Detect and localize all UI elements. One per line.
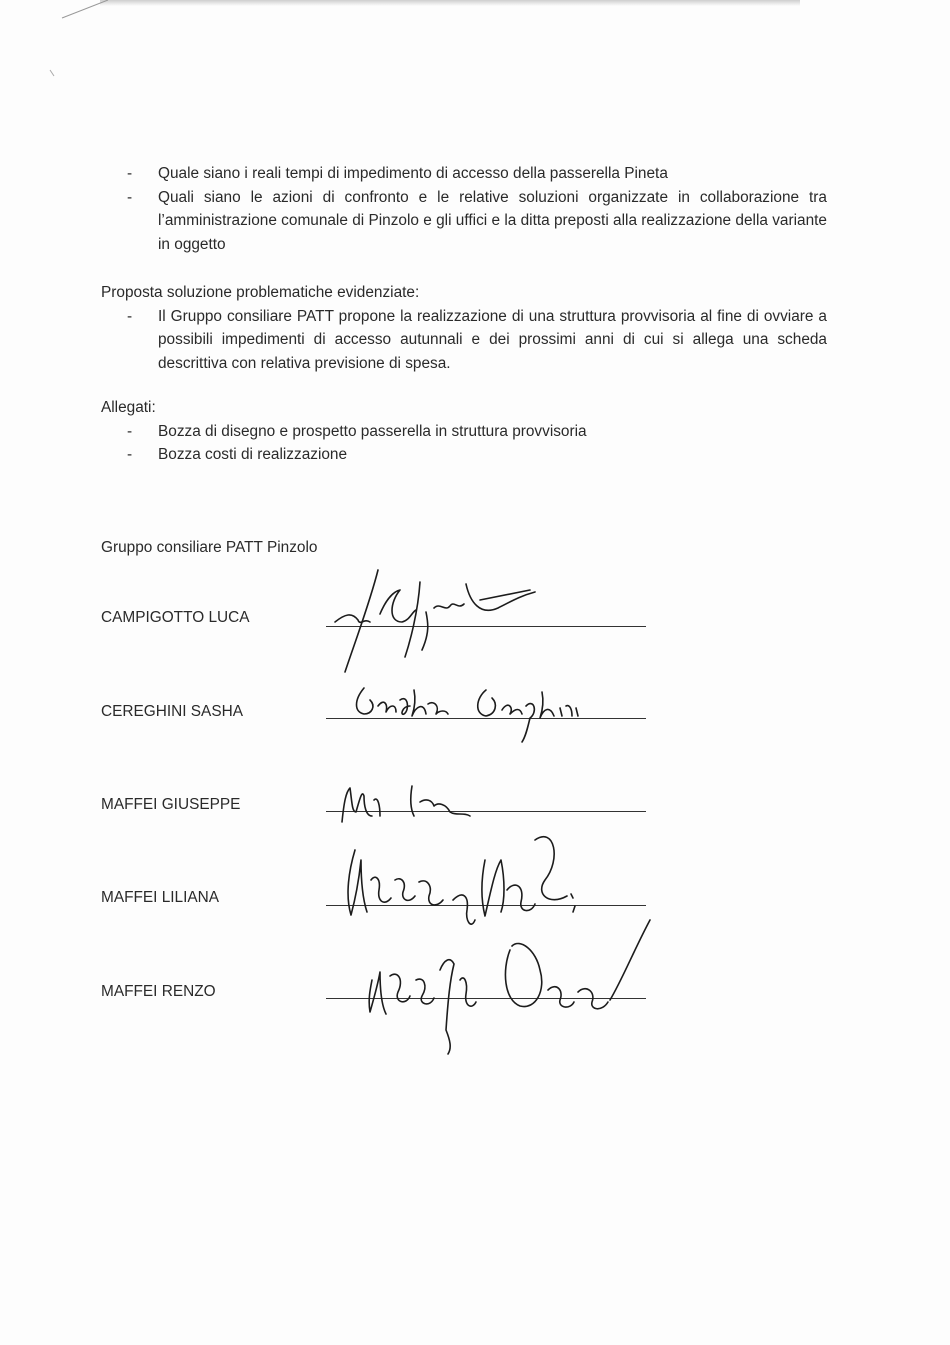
signatory-name: CAMPIGOTTO LUCA bbox=[101, 609, 250, 626]
signature-campigotto bbox=[330, 562, 560, 682]
list-item: - Quale siano i reali tempi di impedimento di accesso della passerella Pineta bbox=[101, 162, 827, 186]
proposal-heading: Proposta soluzione problematiche evidenziate: bbox=[101, 284, 420, 301]
attachments-heading: Allegati: bbox=[101, 399, 156, 416]
attachments-list bbox=[101, 420, 827, 467]
signature-maffei-renzo bbox=[360, 910, 660, 1060]
list-item: - Bozza di disegno e prospetto passerella in struttura provvisoria bbox=[101, 420, 827, 444]
list-item: - Bozza costi di realizzazione bbox=[101, 443, 827, 467]
objections-section bbox=[101, 162, 827, 256]
proposal-section bbox=[101, 281, 827, 375]
signatory-name: MAFFEI RENZO bbox=[101, 983, 216, 1000]
proposal-list bbox=[101, 305, 827, 376]
objections-list bbox=[101, 162, 827, 256]
scan-fold-mark bbox=[0, 0, 110, 80]
list-item: - Il Gruppo consiliare PATT propone la realizzazione di una struttura provvisoria al fine di ovviare a possibili impedimenti di accesso autunnali e dei prossimi anni di cui si allega una scheda descrittiva con relativa previsione di spesa. bbox=[101, 305, 827, 376]
scan-edge-shadow bbox=[100, 0, 800, 6]
list-item: - Quali siano le azioni di confronto e le relative soluzioni organizzate in collaborazione tra l’amministrazione comunale di Pinzolo e gli uffici e la ditta preposti alla realizzazione della variante in oggetto bbox=[101, 186, 827, 257]
signatory-name: MAFFEI GIUSEPPE bbox=[101, 796, 241, 813]
signatory-name: MAFFEI LILIANA bbox=[101, 889, 220, 906]
signatory-name: CEREGHINI SASHA bbox=[101, 703, 243, 720]
signatory-group-label: Gruppo consiliare PATT Pinzolo bbox=[101, 539, 318, 556]
attachments-section bbox=[101, 396, 827, 467]
signature-cereghini bbox=[350, 670, 620, 750]
